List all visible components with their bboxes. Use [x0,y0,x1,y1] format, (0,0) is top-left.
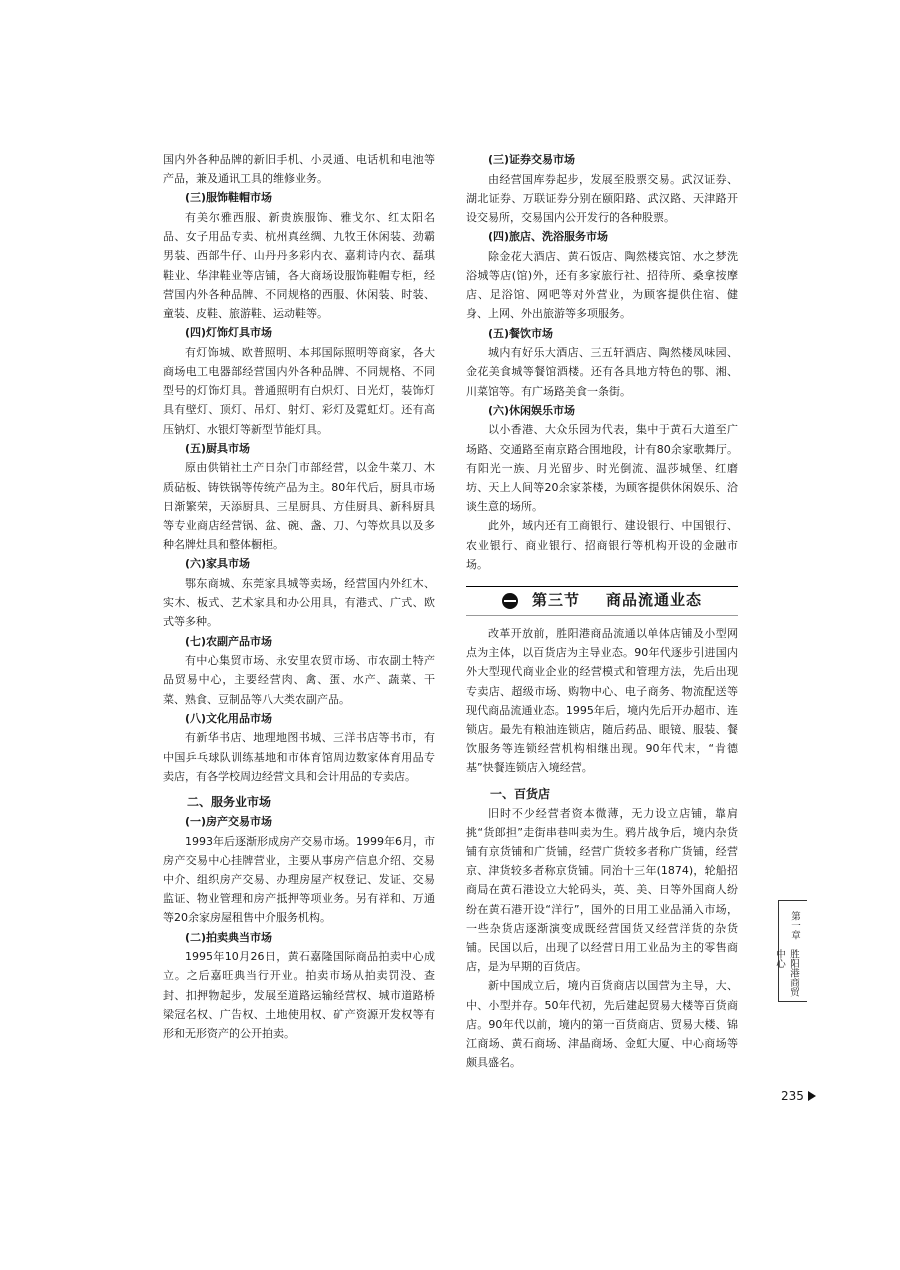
paragraph: 城内有好乐大酒店、三五轩酒店、陶然楼凤味园、金花美食城等餐馆酒楼。还有各具地方特色的鄂、湘、川菜馆等。有广场路美食一条街。 [466,346,738,398]
chapter-side-tab [774,900,807,1002]
section-banner [466,586,738,616]
paragraph: 1993年后逐渐形成房产交易市场。1999年6月，市房产交易中心挂牌营业，主要从事房产信息介绍、交易中介、组织房产交易、办理房屋产权登记、发证、交易监证、物业管理和房产抵押等项业务。另有祥和、万通等20余家房屋租售中介服务机构。 [163,834,435,925]
paragraph: 由经营国库券起步，发展至股票交易。武汉证券、湖北证券、万联证券分别在颐阳路、武汉路、天津路开设交易所，交易国内公开发行的各种股票。 [466,172,738,224]
paragraph: 原由供销社土产日杂门市部经营，以金牛菜刀、木质砧板、铸铁锅等传统产品为主。80年代后，厨具市场日渐繁荣，天添厨具、三星厨具、方佳厨具、新科厨具等专业商店经营锅、盆、碗、盏、刀、勺等炊具以及多种名牌灶具和整体橱柜。 [163,461,435,552]
subsection-heading: (四)灯饰灯具市场 [185,326,273,340]
section-title: 商品流通业态 [606,591,703,610]
left-column [163,150,435,1043]
subsection-heading: (三)服饰鞋帽市场 [185,191,273,205]
chapter-name: 胜阳港商贸中心 [774,949,799,997]
paragraph: 有新华书店、地理地图书城、三洋书店等书市，有中国乒乓球队训练基地和市体育馆周边数家体育用品专卖店，有各学校周边经营文具和会计用品的专卖店。 [163,731,435,783]
subsection-heading: (一)房产交易市场 [185,815,273,829]
paragraph: 有美尔雅西服、新贵族服饰、雅戈尔、红太阳名品、女子用品专卖、杭州真丝绸、九牧王休闲装、劲霸男装、西部牛仔、山丹丹多彩内衣、嘉莉诗内衣、磊琪鞋业、华津鞋业等店铺，各大商场设服饰鞋帽专柜，经营国内外各种品牌、不同规格的西服、休闲装、时装、童装、皮鞋、旅游鞋、运动鞋等。 [163,211,435,321]
paragraph: 除金花大酒店、黄石饭店、陶然楼宾馆、水之梦洗浴城等店(馆)外，还有多家旅行社、招待所、桑拿按摩店、足浴馆、网吧等对外营业，为顾客提供住宿、健身、上网、外出旅游等多项服务。 [466,249,738,321]
paragraph: 旧时不少经营者资本微薄，无力设立店铺，靠肩挑“货郎担”走街串巷叫卖为生。鸦片战争后，境内杂货铺有京货铺和广货铺，经营广货较多者称广货铺，经营京、津货较多者称京货铺。同治十三年(1874)，轮船招商局在黄石港设立大轮码头，英、美、日等外国商人纷纷在黄石港开设“洋行”，国外的日用工业品涌入市场，一些杂货店逐渐演变成既经营国货又经营洋货的杂货铺。民国以后，出现了以经营日用工业品为主的零售商店，是为早期的百货店。 [466,806,738,974]
paragraph: 鄂东商城、东莞家具城等卖场，经营国内外红木、实木、板式、艺术家具和办公用具，有港式、广式、欧式等多种。 [163,577,435,629]
paragraph: 此外，域内还有工商银行、建设银行、中国银行、农业银行、商业银行、招商银行等机构开设的金融市场。 [466,519,738,571]
page-number: 235 [781,1089,804,1103]
section-heading: 一、百货店 [490,786,551,801]
section-number: 第三节 [531,591,580,610]
paragraph: 以小香港、大众乐园为代表，集中于黄石大道至广场路、交通路至南京路合围地段，计有80余家歌舞厅。有阳光一族、月光留步、时光倒流、温莎城堡、红磨坊、天上人间等20余家茶楼，为顾客提供休闲娱乐、洽谈生意的场所。 [466,423,738,514]
subsection-heading: (二)拍卖典当市场 [185,930,273,944]
subsection-heading: (四)旅店、洗浴服务市场 [488,230,609,244]
paragraph: 有中心集贸市场、永安里农贸市场、市农副土特产品贸易中心，主要经营肉、禽、蛋、水产、蔬菜、干菜、熟食、豆制品等八大类农副产品。 [163,654,435,706]
subsection-heading: (六)家具市场 [185,557,251,571]
paragraph: 有灯饰城、欧普照明、本邦国际照明等商家，各大商场电工电器部经营国内外各种品牌、不同规格、不同型号的灯饰灯具。普通照明有白炽灯、日光灯，装饰灯具有壁灯、顶灯、吊灯、射灯、彩灯及霓虹灯。还有高压钠灯、水银灯等新型节能灯具。 [163,345,435,436]
page-arrow-icon [808,1091,816,1101]
section-heading: 二、服务业市场 [187,795,272,810]
subsection-heading: (三)证券交易市场 [488,153,576,166]
right-column [466,150,738,1073]
subsection-heading: (五)厨具市场 [185,441,251,455]
paragraph: 1995年10月26日，黄石嘉隆国际商品拍卖中心成立。之后嘉旺典当行开业。拍卖市场从拍卖罚没、查封、扣押物起步，发展至道路运输经营权、城市道路桥梁冠名权、广告权、土地使用权、矿产资源开发权等有形和无形资产的公开拍卖。 [163,950,435,1041]
chapter-label: 第一章 [789,910,800,940]
section-badge-icon [502,593,518,609]
paragraph: 新中国成立后，境内百货商店以国营为主导，大、中、小型并存。50年代初，先后建起贸易大楼等百货商店。90年代以前，境内的第一百货商店、贸易大楼、锦江商场、黄石商场、津晶商场、金虹大厦、中心商场等颇具盛名。 [466,979,738,1070]
paragraph: 改革开放前，胜阳港商品流通以单体店铺及小型网点为主体，以百货店为主导业态。90年代逐步引进国内外大型现代商业企业的经营模式和管理方法，先后出现专卖店、超级市场、购物中心、电子商务、物流配送等现代商品流通业态。1995年后，境内先后开办超市、连锁店。最先有粮油连锁店，随后药品、眼镜、服装、餐饮服务等连锁经营机构相继出现。90年代末，“肯德基”快餐连锁店入境经营。 [466,627,738,775]
paragraph: 国内外各种品牌的新旧手机、小灵通、电话机和电池等产品，兼及通讯工具的维修业务。 [163,153,435,186]
subsection-heading: (六)休闲娱乐市场 [488,403,576,417]
subsection-heading: (七)农副产品市场 [185,634,273,648]
subsection-heading: (五)餐饮市场 [488,326,554,340]
subsection-heading: (八)文化用品市场 [185,711,273,725]
